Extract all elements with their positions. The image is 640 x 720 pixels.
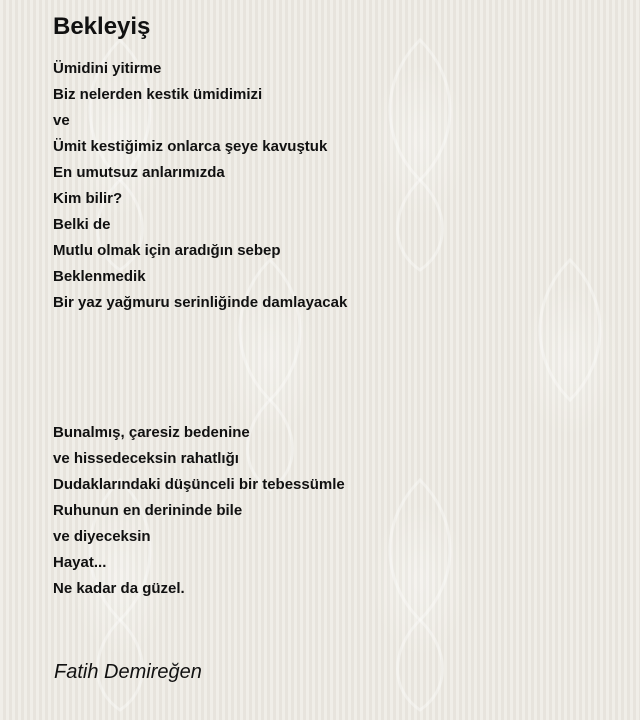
poem-line: ve diyeceksin	[53, 528, 151, 545]
poem-author: Fatih Demireğen	[54, 661, 202, 683]
poem-title: Bekleyiş	[53, 13, 151, 40]
poem-line: Ne kadar da güzel.	[53, 580, 185, 597]
poem-line: ve hissedeceksin rahatlığı	[53, 450, 239, 467]
poem-line: Biz nelerden kestik ümidimizi	[53, 86, 263, 103]
poem-line: En umutsuz anlarımızda	[53, 164, 225, 181]
poem-line: Ümit kestiğimiz onlarca şeye kavuştuk	[53, 138, 328, 155]
poem-line: Ümidini yitirme	[53, 60, 162, 77]
poem-stanza-2	[53, 420, 613, 602]
poem-line: Hayat...	[53, 554, 107, 571]
poem-line: Mutlu olmak için aradığın sebep	[53, 242, 281, 259]
poem-container	[53, 10, 613, 602]
poem-line: Ruhunun en derininde bile	[53, 502, 243, 519]
poem-line: Kim bilir?	[53, 190, 123, 207]
poem-line: Bunalmış, çaresiz bedenine	[53, 424, 250, 441]
poem-line: Beklenmedik	[53, 268, 146, 285]
poem-stanza-1	[53, 56, 613, 316]
poem-line: ve	[53, 112, 70, 129]
poem-line: Bir yaz yağmuru serinliğinde damlayacak	[53, 294, 348, 311]
poem-line: Dudaklarındaki düşünceli bir tebessümle	[53, 476, 345, 493]
poem-line: Belki de	[53, 216, 111, 233]
